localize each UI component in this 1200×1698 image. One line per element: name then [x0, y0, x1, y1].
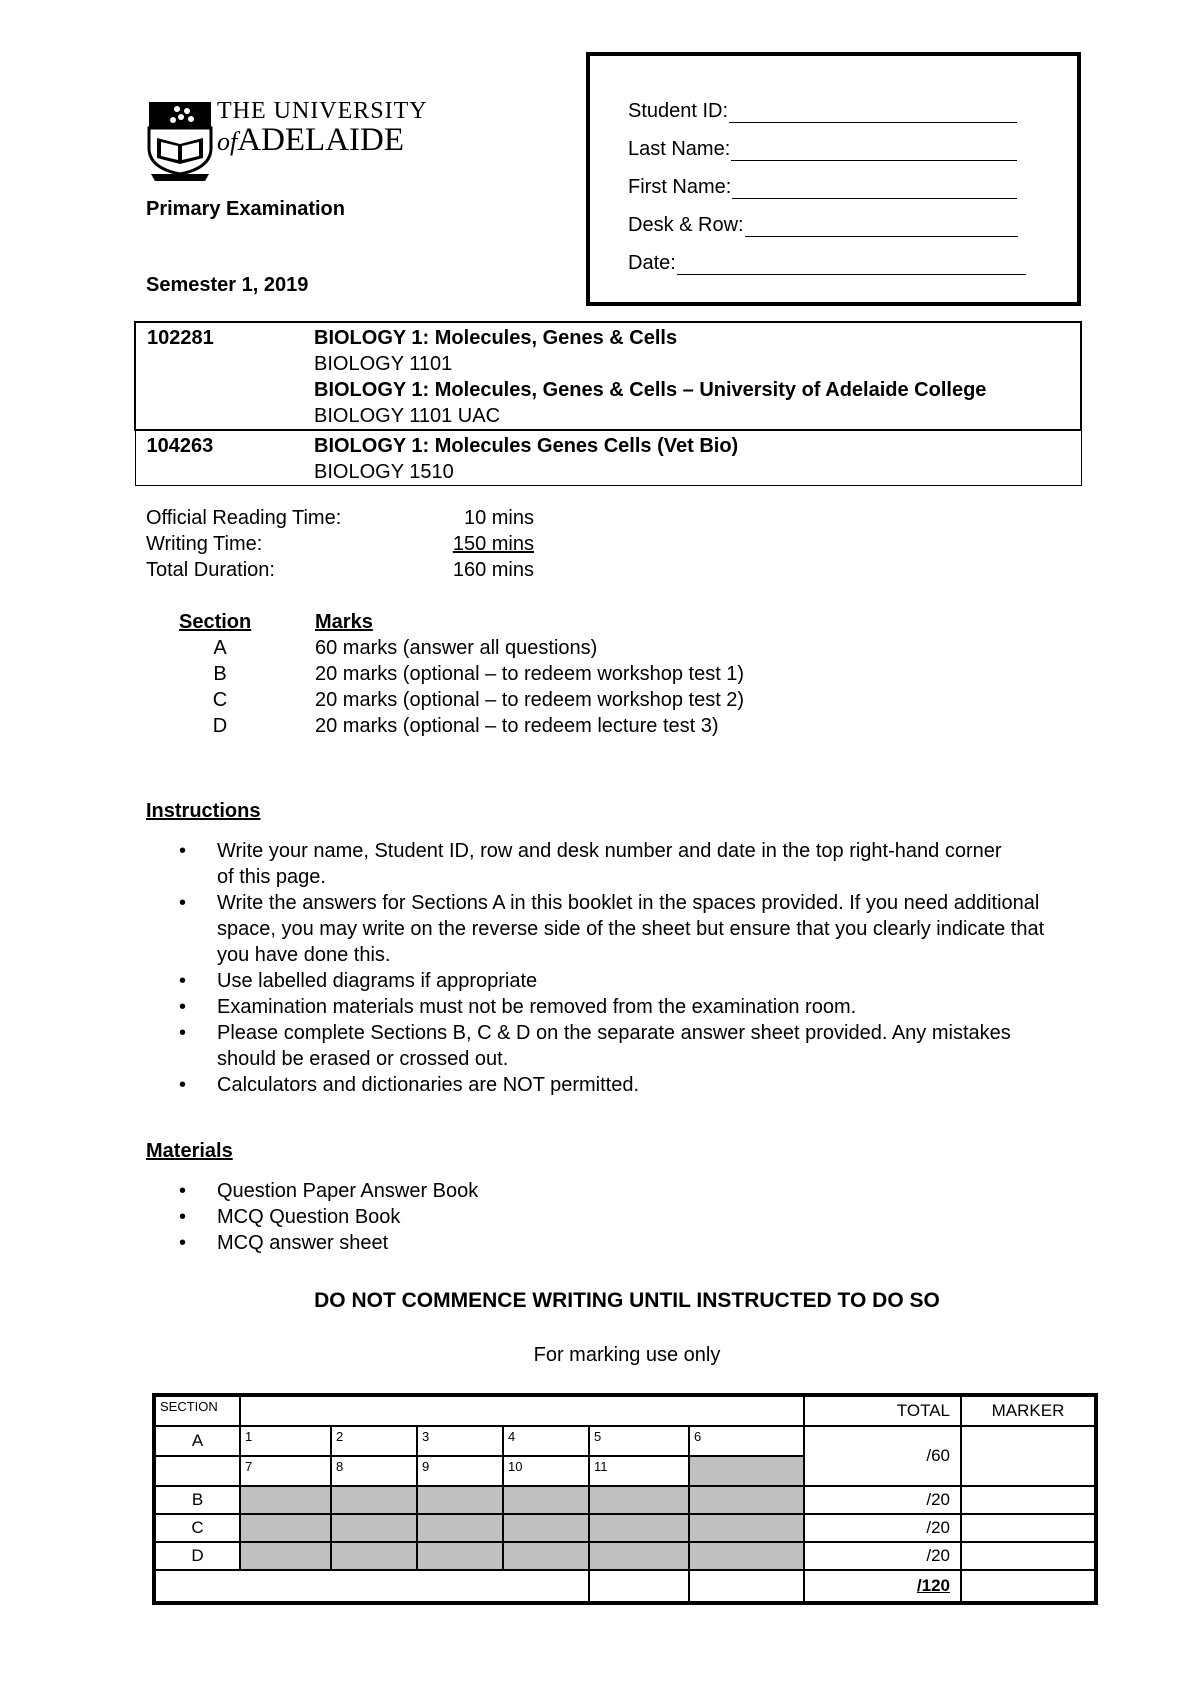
question-cell[interactable]: 5 — [589, 1426, 689, 1456]
exam-type: Primary Examination — [146, 198, 345, 220]
grand-total-blank — [689, 1570, 804, 1603]
list-item: • Please complete Sections B, C & D on the separate answer sheet provided. Any mistakes should be erased or crossed out. — [146, 1020, 1076, 1072]
last-name-field[interactable] — [628, 138, 1017, 161]
logo-adelaide: ADELAIDE — [237, 122, 405, 158]
section-marks: 20 marks (optional – to redeem lecture test 3) — [315, 715, 719, 737]
materials-list — [146, 1178, 1046, 1256]
row-label: D — [154, 1542, 240, 1570]
course-row — [135, 322, 1081, 430]
section-header: SECTION — [154, 1395, 240, 1426]
grand-total-value: /120 — [916, 1576, 950, 1595]
table-row — [154, 1395, 1096, 1426]
question-cell[interactable]: 3 — [417, 1426, 503, 1456]
marker-cell[interactable] — [961, 1486, 1096, 1514]
marker-cell[interactable] — [961, 1570, 1096, 1603]
section-marks: 60 marks (answer all questions) — [315, 637, 598, 659]
table-row — [154, 1570, 1096, 1603]
student-id-field[interactable] — [628, 100, 1017, 123]
logo-line2 — [217, 122, 404, 159]
student-id-label: Student ID: — [628, 100, 729, 122]
section-letter: B — [213, 663, 227, 685]
course-title: BIOLOGY 1: Molecules, Genes & Cells — [314, 327, 678, 349]
row-label: C — [154, 1514, 240, 1542]
grand-total-blank — [589, 1570, 689, 1603]
course-table — [134, 321, 1082, 486]
instructions-heading: Instructions — [146, 800, 261, 822]
question-cell[interactable]: 10 — [503, 1456, 589, 1486]
row-label — [154, 1456, 240, 1486]
table-row — [154, 1486, 1096, 1514]
course-title: BIOLOGY 1: Molecules, Genes & Cells – University of Adelaide College — [314, 379, 987, 401]
desk-row-label: Desk & Row: — [628, 214, 744, 236]
marker-cell[interactable] — [961, 1514, 1096, 1542]
grand-total-cell[interactable] — [804, 1570, 961, 1603]
table-row — [154, 1426, 1096, 1456]
list-item: • Examination materials must not be removed from the examination room. — [146, 994, 1076, 1020]
instructions-list — [146, 838, 1076, 1098]
time-label: Writing Time: — [146, 533, 263, 555]
total-cell[interactable]: /20 — [804, 1486, 961, 1514]
question-cell[interactable]: 4 — [503, 1426, 589, 1456]
desk-row-field[interactable] — [628, 214, 1018, 237]
question-cell[interactable]: 6 — [689, 1426, 804, 1456]
university-logo — [147, 98, 428, 182]
time-value: 10 mins — [463, 507, 534, 529]
row-label: B — [154, 1486, 240, 1514]
time-value: 150 mins — [452, 533, 534, 555]
section-letter: C — [212, 689, 228, 711]
question-cell[interactable]: 1 — [240, 1426, 331, 1456]
date-field[interactable] — [628, 252, 1026, 275]
last-name-label: Last Name: — [628, 138, 731, 160]
marking-table — [152, 1393, 1098, 1605]
question-cell[interactable]: 8 — [331, 1456, 417, 1486]
section-letter: A — [213, 637, 227, 659]
first-name-field[interactable] — [628, 176, 1017, 199]
student-info-box — [586, 52, 1081, 306]
question-cell[interactable]: 11 — [589, 1456, 689, 1486]
section-letter: D — [212, 715, 228, 737]
time-label: Total Duration: — [146, 559, 275, 581]
list-item: • MCQ answer sheet — [146, 1230, 1046, 1256]
date-label: Date: — [628, 252, 676, 274]
course-number: BIOLOGY 1101 — [314, 353, 453, 375]
course-code: 102281 — [135, 322, 303, 430]
section-marks: 20 marks (optional – to redeem workshop test 1) — [315, 663, 745, 685]
course-code: 104263 — [135, 430, 303, 486]
section-marks: 20 marks (optional – to redeem workshop test 2) — [315, 689, 745, 711]
marker-header: MARKER — [961, 1395, 1096, 1426]
logo-of: of — [217, 127, 238, 156]
section-heading: Section — [179, 611, 252, 633]
marks-heading: Marks — [315, 611, 373, 633]
total-cell[interactable]: /60 — [804, 1426, 961, 1486]
semester: Semester 1, 2019 — [146, 274, 309, 296]
table-row — [154, 1542, 1096, 1570]
list-item: • Write the answers for Sections A in this booklet in the spaces provided. If you need additional space, you may write on the reverse side of the sheet but ensure that you clearly indicate that you have done this. — [146, 890, 1076, 968]
shaded-cell — [689, 1456, 804, 1486]
course-title: BIOLOGY 1: Molecules Genes Cells (Vet Bio) — [314, 435, 739, 457]
total-cell[interactable]: /20 — [804, 1514, 961, 1542]
marking-caption: For marking use only — [533, 1344, 721, 1366]
question-cell[interactable]: 9 — [417, 1456, 503, 1486]
questions-header — [240, 1395, 804, 1426]
total-header: TOTAL — [804, 1395, 961, 1426]
grand-total-blank — [154, 1570, 589, 1603]
list-item: • Use labelled diagrams if appropriate — [146, 968, 1076, 994]
list-item: • Write your name, Student ID, row and desk number and date in the top right-hand corner of this page. — [146, 838, 1076, 890]
materials-heading: Materials — [146, 1140, 233, 1162]
course-row — [135, 430, 1081, 486]
marker-cell[interactable] — [961, 1426, 1096, 1486]
time-value: 160 mins — [452, 559, 534, 581]
warning-text: DO NOT COMMENCE WRITING UNTIL INSTRUCTED TO DO SO — [314, 1289, 940, 1312]
time-label: Official Reading Time: — [146, 507, 342, 529]
total-cell[interactable]: /20 — [804, 1542, 961, 1570]
table-row — [154, 1514, 1096, 1542]
list-item: • Question Paper Answer Book — [146, 1178, 1046, 1204]
question-cell[interactable]: 7 — [240, 1456, 331, 1486]
course-number: BIOLOGY 1101 UAC — [314, 405, 501, 427]
question-cell[interactable]: 2 — [331, 1426, 417, 1456]
row-label: A — [154, 1426, 240, 1456]
list-item: • MCQ Question Book — [146, 1204, 1046, 1230]
course-number: BIOLOGY 1510 — [314, 461, 454, 483]
list-item: • Calculators and dictionaries are NOT permitted. — [146, 1072, 1076, 1098]
logo-line1: THE UNIVERSITY — [217, 98, 428, 124]
marker-cell[interactable] — [961, 1542, 1096, 1570]
first-name-label: First Name: — [628, 176, 732, 198]
crest-icon — [147, 100, 213, 182]
